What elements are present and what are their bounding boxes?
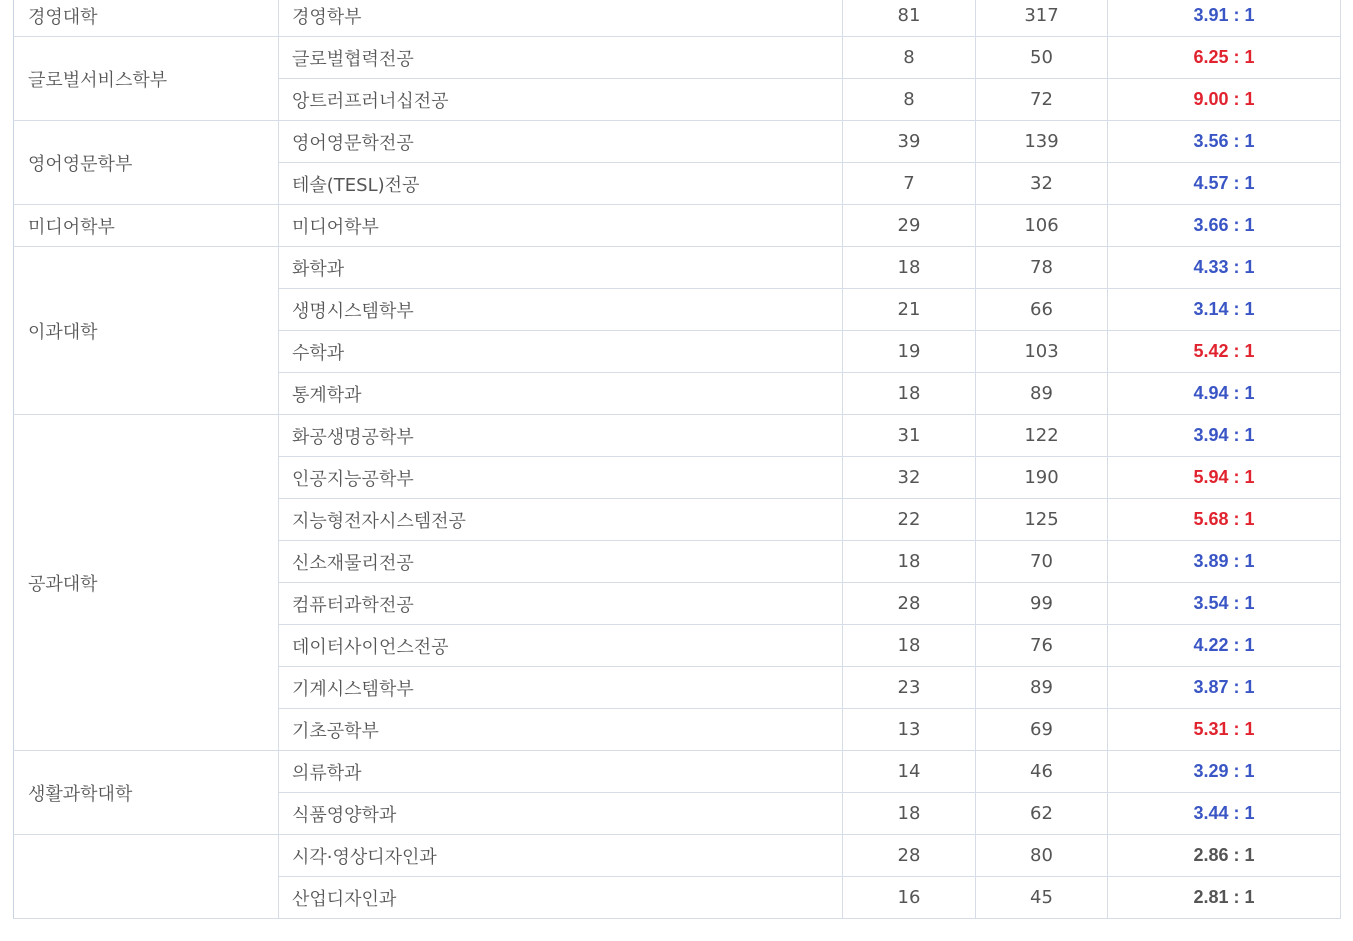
- table-row: [14, 415, 1341, 457]
- applicants-cell: 80: [976, 835, 1108, 877]
- applicants-cell: 99: [976, 583, 1108, 625]
- table-row: [14, 37, 1341, 79]
- applicants-cell: 89: [976, 667, 1108, 709]
- ratio-cell: 3.56 : 1: [1108, 121, 1341, 163]
- ratio-cell: 4.22 : 1: [1108, 625, 1341, 667]
- table-row: [14, 835, 1341, 877]
- ratio-cell: 2.86 : 1: [1108, 835, 1341, 877]
- quota-cell: 31: [843, 415, 976, 457]
- table-row: [14, 121, 1341, 163]
- ratio-cell: 9.00 : 1: [1108, 79, 1341, 121]
- department-cell: 산업디자인과: [279, 877, 843, 919]
- department-cell: 미디어학부: [279, 205, 843, 247]
- ratio-cell: 5.94 : 1: [1108, 457, 1341, 499]
- ratio-cell: 3.66 : 1: [1108, 205, 1341, 247]
- college-cell: 글로벌서비스학부: [14, 37, 279, 121]
- department-cell: 기초공학부: [279, 709, 843, 751]
- ratio-cell: 3.87 : 1: [1108, 667, 1341, 709]
- college-cell: 공과대학: [14, 415, 279, 751]
- applicants-cell: 89: [976, 373, 1108, 415]
- applicants-cell: 190: [976, 457, 1108, 499]
- department-cell: 신소재물리전공: [279, 541, 843, 583]
- department-cell: 시각·영상디자인과: [279, 835, 843, 877]
- ratio-cell: 5.68 : 1: [1108, 499, 1341, 541]
- applicants-cell: 72: [976, 79, 1108, 121]
- applicants-cell: 78: [976, 247, 1108, 289]
- quota-cell: 39: [843, 121, 976, 163]
- department-cell: 인공지능공학부: [279, 457, 843, 499]
- college-cell: 생활과학대학: [14, 751, 279, 835]
- quota-cell: 8: [843, 79, 976, 121]
- quota-cell: 21: [843, 289, 976, 331]
- quota-cell: 16: [843, 877, 976, 919]
- quota-cell: 18: [843, 793, 976, 835]
- ratio-cell: 3.44 : 1: [1108, 793, 1341, 835]
- quota-cell: 28: [843, 583, 976, 625]
- department-cell: 앙트러프러너십전공: [279, 79, 843, 121]
- applicants-cell: 66: [976, 289, 1108, 331]
- applicants-cell: 50: [976, 37, 1108, 79]
- department-cell: 생명시스템학부: [279, 289, 843, 331]
- quota-cell: 18: [843, 247, 976, 289]
- ratio-cell: 5.31 : 1: [1108, 709, 1341, 751]
- quota-cell: 19: [843, 331, 976, 373]
- ratio-cell: 3.54 : 1: [1108, 583, 1341, 625]
- ratio-cell: 3.89 : 1: [1108, 541, 1341, 583]
- table-row: [14, 205, 1341, 247]
- competition-rate-table: [13, 0, 1341, 919]
- applicants-cell: 103: [976, 331, 1108, 373]
- table-row: [14, 0, 1341, 37]
- quota-cell: 14: [843, 751, 976, 793]
- applicants-cell: 32: [976, 163, 1108, 205]
- ratio-cell: 2.81 : 1: [1108, 877, 1341, 919]
- department-cell: 화공생명공학부: [279, 415, 843, 457]
- quota-cell: 18: [843, 373, 976, 415]
- applicants-cell: 46: [976, 751, 1108, 793]
- applicants-cell: 70: [976, 541, 1108, 583]
- ratio-cell: 4.33 : 1: [1108, 247, 1341, 289]
- department-cell: 통계학과: [279, 373, 843, 415]
- ratio-cell: 5.42 : 1: [1108, 331, 1341, 373]
- department-cell: 컴퓨터과학전공: [279, 583, 843, 625]
- applicants-cell: 125: [976, 499, 1108, 541]
- ratio-cell: 3.91 : 1: [1108, 0, 1341, 37]
- applicants-cell: 139: [976, 121, 1108, 163]
- ratio-cell: 4.57 : 1: [1108, 163, 1341, 205]
- college-cell: 영어영문학부: [14, 121, 279, 205]
- department-cell: 영어영문학전공: [279, 121, 843, 163]
- applicants-cell: 45: [976, 877, 1108, 919]
- department-cell: 식품영양학과: [279, 793, 843, 835]
- table-row: [14, 751, 1341, 793]
- quota-cell: 18: [843, 625, 976, 667]
- ratio-cell: 3.94 : 1: [1108, 415, 1341, 457]
- applicants-cell: 122: [976, 415, 1108, 457]
- quota-cell: 23: [843, 667, 976, 709]
- quota-cell: 28: [843, 835, 976, 877]
- quota-cell: 22: [843, 499, 976, 541]
- ratio-cell: 3.14 : 1: [1108, 289, 1341, 331]
- ratio-cell: 6.25 : 1: [1108, 37, 1341, 79]
- table-row: [14, 247, 1341, 289]
- college-cell: [14, 835, 279, 919]
- quota-cell: 18: [843, 541, 976, 583]
- department-cell: 기계시스템학부: [279, 667, 843, 709]
- department-cell: 화학과: [279, 247, 843, 289]
- department-cell: 글로벌협력전공: [279, 37, 843, 79]
- quota-cell: 13: [843, 709, 976, 751]
- quota-cell: 81: [843, 0, 976, 37]
- applicants-cell: 317: [976, 0, 1108, 37]
- department-cell: 지능형전자시스템전공: [279, 499, 843, 541]
- college-cell: 이과대학: [14, 247, 279, 415]
- college-cell: 경영대학: [14, 0, 279, 37]
- applicants-cell: 106: [976, 205, 1108, 247]
- department-cell: 수학과: [279, 331, 843, 373]
- quota-cell: 29: [843, 205, 976, 247]
- table-body: [14, 0, 1341, 919]
- applicants-cell: 69: [976, 709, 1108, 751]
- ratio-cell: 3.29 : 1: [1108, 751, 1341, 793]
- department-cell: 데이터사이언스전공: [279, 625, 843, 667]
- department-cell: 의류학과: [279, 751, 843, 793]
- department-cell: 경영학부: [279, 0, 843, 37]
- college-cell: 미디어학부: [14, 205, 279, 247]
- department-cell: 테솔(TESL)전공: [279, 163, 843, 205]
- applicants-cell: 76: [976, 625, 1108, 667]
- applicants-cell: 62: [976, 793, 1108, 835]
- quota-cell: 8: [843, 37, 976, 79]
- ratio-cell: 4.94 : 1: [1108, 373, 1341, 415]
- quota-cell: 32: [843, 457, 976, 499]
- quota-cell: 7: [843, 163, 976, 205]
